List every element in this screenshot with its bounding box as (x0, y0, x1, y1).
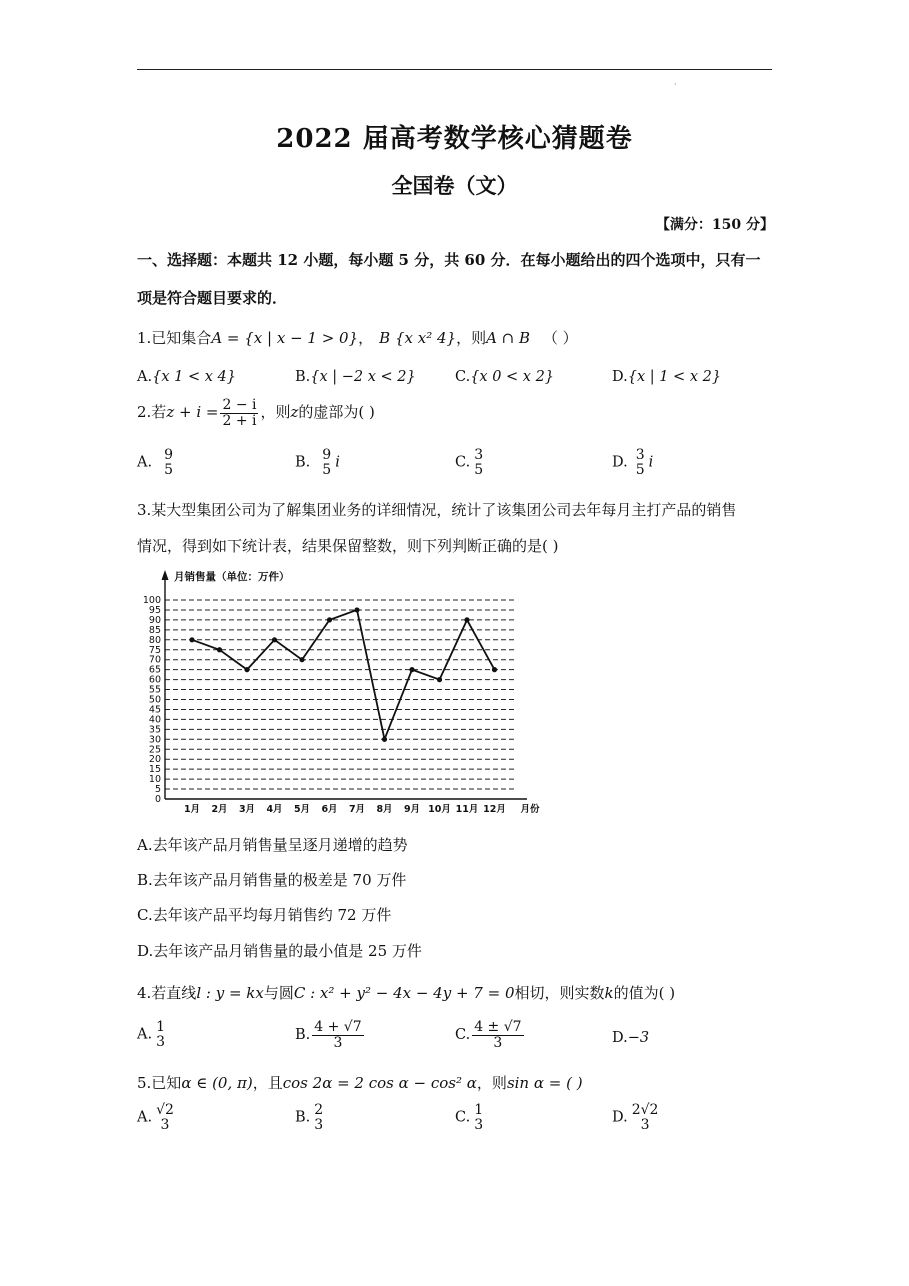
x-tick-label: 7月 (348, 804, 366, 815)
q2-fraction: $\frac{2 - i}{2 + i}$ (222, 397, 257, 429)
data-point (217, 647, 222, 652)
q5-option-c[interactable]: C. 1 3 (455, 1102, 484, 1133)
q5-option-b[interactable]: B. 2 3 (295, 1102, 324, 1133)
q3-option-d[interactable]: D.去年该产品月销售量的最小值是 25 万件 (137, 942, 422, 960)
x-tick-label: 9月 (403, 804, 421, 815)
question-4: 4.若直线l : y = kx与圆C : x² + y² − 4x − 4y + 7 = 0相切，则实数k的值为( ) (137, 984, 676, 1002)
y-tick-label: 0 (154, 794, 161, 805)
y-tick-label: 10 (148, 774, 161, 786)
y-tick-label: 15 (148, 764, 161, 776)
y-tick-label: 30 (148, 734, 161, 746)
x-tick-label: 3月 (238, 804, 256, 815)
q4-option-c[interactable]: C. $\frac{4 \pm √7}{3}$ (455, 1019, 522, 1051)
y-tick-label: 35 (148, 724, 161, 736)
data-point (382, 737, 387, 742)
y-tick-label: 55 (148, 684, 161, 696)
section-instruction-line1: 一、选择题：本题共 12 小题，每小题 5 分，共 60 分．在每小题给出的四个选项中，只有一 (137, 251, 761, 269)
question-3-line1: 3.某大型集团公司为了解集团业务的详细情况，统计了该集团公司去年每月主打产品的销售 (137, 501, 737, 519)
question-1: 1.已知集合A = {x | x − 1 > 0}， B {x x² 4}，则A ∩ B （ ） (137, 329, 578, 347)
q4-option-b[interactable]: B. $\frac{4 + √7}{3}$ (295, 1019, 362, 1051)
paper-subtitle: 全国卷（文） (391, 173, 518, 198)
q5-option-a[interactable]: A. √2 3 (137, 1102, 174, 1133)
q1-option-a[interactable]: A.{x 1 < x 4} (137, 369, 236, 385)
x-tick-label: 8月 (376, 804, 393, 815)
x-tick-label: 2月 (211, 804, 228, 815)
data-point (464, 617, 469, 622)
data-point (409, 667, 414, 672)
data-point (189, 637, 194, 642)
q2-option-c[interactable]: C. 3 5 (455, 447, 484, 478)
x-tick-label: 5月 (293, 804, 311, 815)
x-tick-label: 1月 (183, 804, 201, 815)
data-point (272, 637, 277, 642)
q3-option-b[interactable]: B.去年该产品月销售量的极差是 70 万件 (137, 871, 407, 889)
y-tick-label: 5 (154, 784, 161, 796)
q1-option-c[interactable]: C.{x 0 < x 2} (455, 369, 555, 385)
q4-option-d[interactable]: D.−3 (612, 1030, 650, 1046)
y-tick-label: 40 (148, 714, 161, 726)
x-tick-label: 11月 (455, 804, 479, 815)
scan-mark: · (674, 80, 677, 89)
section-instruction-line2: 项是符合题目要求的． (137, 289, 288, 307)
q1-option-b[interactable]: B.{x | −2 x < 2} (295, 369, 416, 385)
x-tick-label: 6月 (321, 804, 338, 815)
q2-option-a[interactable]: A. 9 5 (137, 447, 174, 478)
y-tick-label: 45 (148, 704, 161, 716)
q2-option-b[interactable]: B. 9 5 i (295, 447, 340, 478)
paper-title: 2022 届高考数学核心猜题卷 (276, 124, 633, 154)
data-point (437, 677, 442, 682)
x-tick-label: 10月 (428, 804, 451, 815)
data-point (244, 667, 249, 672)
data-point (299, 657, 304, 662)
data-point (492, 667, 497, 672)
header-rule (137, 69, 772, 70)
question-3-line2: 情况，得到如下统计表，结果保留整数，则下列判断正确的是( ) (137, 537, 559, 555)
y-tick-label: 60 (148, 674, 161, 686)
chart-svg (132, 562, 546, 816)
y-tick-label: 90 (148, 614, 161, 626)
full-score: 【满分：150 分】 (655, 217, 774, 233)
q4-option-a[interactable]: A. 1 3 (137, 1019, 166, 1050)
q1-option-d[interactable]: D.{x | 1 < x 2} (612, 369, 722, 385)
y-tick-label: 80 (148, 634, 161, 646)
question-5: 5.已知α ∈ (0, π)，且cos 2α = 2 cos α − cos² α，则sin α = ( ) (137, 1074, 583, 1092)
x-tick-label: 12月 (483, 804, 506, 815)
y-tick-label: 85 (148, 624, 161, 636)
y-tick-label: 95 (148, 604, 161, 616)
sales-line-chart (132, 562, 546, 816)
y-axis-label: 月销售量（单位：万件） (174, 571, 290, 583)
x-axis-label: 月份 (520, 804, 540, 815)
y-tick-label: 50 (148, 694, 161, 706)
question-2: 2.若z + i = $\frac{2 - i}{2 + i}$ ，则z的虚部为( ) (137, 397, 375, 429)
q2-option-d[interactable]: D. 3 5 i (612, 447, 654, 478)
y-axis-arrow (162, 570, 169, 580)
x-tick-label: 4月 (266, 804, 283, 815)
q3-option-c[interactable]: C.去年该产品平均每月销售约 72 万件 (137, 906, 392, 924)
data-point (354, 607, 359, 612)
y-tick-label: 75 (148, 644, 161, 656)
q3-option-a[interactable]: A.去年该产品月销售量呈逐月递增的趋势 (137, 836, 408, 854)
data-point (327, 617, 332, 622)
y-tick-label: 25 (148, 744, 161, 756)
y-tick-label: 100 (142, 595, 161, 606)
q5-option-d[interactable]: D. 2√2 3 (612, 1102, 659, 1133)
y-tick-label: 65 (148, 664, 161, 676)
y-tick-label: 20 (148, 754, 161, 766)
y-tick-label: 70 (148, 654, 161, 666)
